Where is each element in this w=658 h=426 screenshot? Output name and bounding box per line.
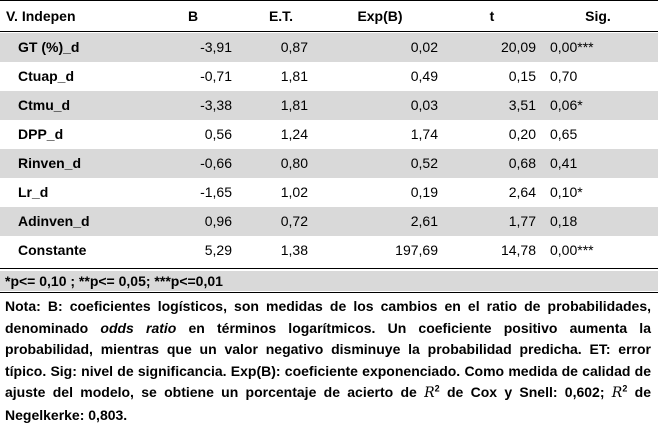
note-part1: Nota: B: coeficientes logísticos, son medidas de los cambios en el ratio de probabilidades, denominado [5,298,651,336]
row-variable: Rinven_d [18,155,82,171]
table-row [0,149,658,178]
row-et: 1,38 [280,242,308,258]
row-sig: 0,10* [550,184,583,200]
table-row [0,236,658,265]
r2-exponent: 2 [434,383,440,394]
row-sig: 0,41 [550,155,578,171]
row-b: 0,96 [204,213,232,229]
row-t: 3,51 [508,97,536,113]
table-header-row [0,2,658,31]
header-t: t [489,8,495,24]
row-variable: Ctmu_d [18,97,71,113]
row-t: 2,64 [508,184,536,200]
row-expb: 1,74 [410,126,438,142]
row-sig: 0,18 [550,213,578,229]
legend-rule [0,292,658,293]
row-et: 1,81 [280,97,308,113]
header-expb: Exp(B) [357,8,403,24]
table-row [0,62,658,91]
header-rule [0,31,658,32]
row-et: 1,81 [280,68,308,84]
row-b: -3,38 [200,97,232,113]
row-sig: 0,65 [550,126,578,142]
row-variable: GT (%)_d [18,39,80,55]
row-b: -3,91 [200,39,232,55]
row-variable: Ctuap_d [18,68,74,84]
row-et: 1,02 [280,184,308,200]
note-part3: de Cox y Snell: 0,602; [439,384,612,400]
table-row [0,120,658,149]
row-expb: 0,52 [410,155,438,171]
row-expb: 2,61 [410,213,438,229]
significance-legend-text: *p<= 0,10 ; **p<= 0,05; ***p<=0,01 [5,273,223,289]
table-row [0,33,658,62]
row-sig: 0,00*** [550,39,594,55]
r2-symbol-2: R [611,385,623,401]
row-et: 0,72 [280,213,308,229]
significance-legend [0,271,658,291]
row-t: 0,20 [508,126,536,142]
top-rule [0,0,658,1]
row-t: 0,68 [508,155,536,171]
header-sig: Sig. [585,8,611,24]
table-note [5,296,651,426]
row-t: 14,78 [500,242,536,258]
table-bottom-rule [0,268,658,269]
row-sig: 0,00*** [550,242,594,258]
row-expb: 0,19 [410,184,438,200]
row-expb: 0,02 [410,39,438,55]
row-variable: Lr_d [18,184,49,200]
header-b: B [187,8,199,24]
row-variable: Constante [18,242,87,258]
header-et: E.T. [268,8,294,24]
row-expb: 197,69 [395,242,438,258]
row-b: 0,56 [204,126,232,142]
row-sig: 0,70 [550,68,578,84]
row-variable: Adinven_d [18,213,90,229]
row-t: 20,09 [500,39,536,55]
note-odds-ratio: odds ratio [100,319,177,336]
header-variable: V. Indepen [6,8,76,24]
row-b: -0,66 [200,155,232,171]
row-b: 5,29 [204,242,232,258]
row-t: 0,15 [508,68,536,84]
table-row [0,207,658,236]
row-et: 0,87 [280,39,308,55]
row-et: 1,24 [280,126,308,142]
r2-exponent-2: 2 [622,383,628,394]
row-expb: 0,49 [410,68,438,84]
row-b: -1,65 [200,184,232,200]
note-part2: en términos logarítmicos. Un coeficiente positivo aumenta la probabilidad, mientras que un valor negativo disminuye la probabilidad predicha. ET: error típico. Sig: nivel de significancia. Exp(B): coeficiente exponenciado. Como medida de calidad de ajuste del modelo, se obtiene un porcentaje de acierto de [5,319,651,400]
r2-symbol: R [424,385,435,401]
row-variable: DPP_d [18,126,64,142]
note-part4: de Negelkerke: 0,803. [5,384,651,423]
row-sig: 0,06* [550,97,583,113]
table-row [0,178,658,207]
row-et: 0,80 [280,155,308,171]
table-row [0,91,658,120]
row-t: 1,77 [508,213,536,229]
row-expb: 0,03 [410,97,438,113]
row-b: -0,71 [200,68,232,84]
